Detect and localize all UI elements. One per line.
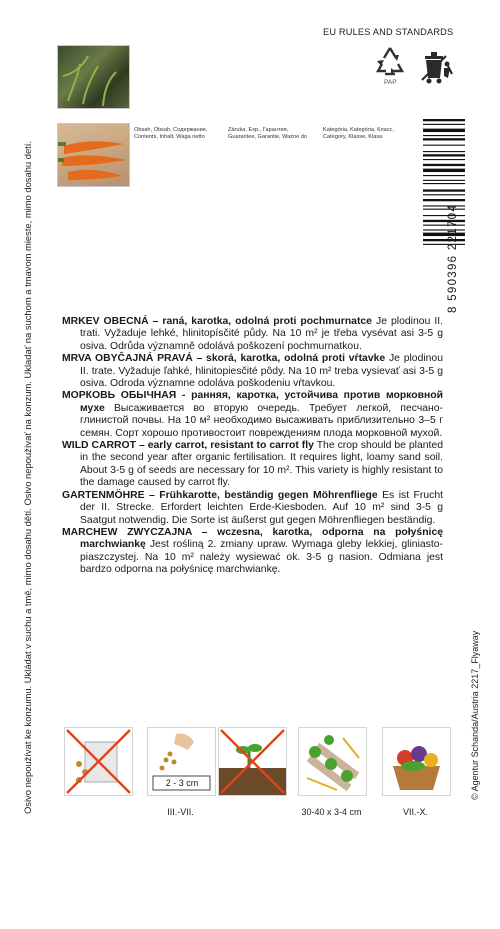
storage-warning-text: Osivo nepoužívat ke konzumu. Ukládat v suchu a tmě, mimo dosahu dětí. Osivo nepoužívať na konzum. Ukladať na suchom a tmavom mieste, mimo dosahu detí. <box>22 141 33 814</box>
transplanting-icon <box>218 727 287 796</box>
description-pl: MARCHEW ZWYCZAJNA – wczesna, karotka, odporna na połyśnicę marchwiankę Jest rośliną 2. zmiany upraw. Wymaga gleby lekkiej, gliniasto-piaszczystej. Na 10 m² należy wysiewać ok. 3-5 g nasion. Odmiana jest bardzo odporna na połyśnicę marchwiankę. <box>62 526 443 576</box>
sowing-outdoor-icon <box>147 727 216 796</box>
barcode-number: 8 590396 221704 <box>447 203 459 313</box>
description-cz: MRKEV OBECNÁ – raná, karotka, odolná proti pochmurnatce Je plodinou II. trati. Vyžaduje lehké, hlinitopísčité půdy. Na 10 m² je třeba vysévat asi 3-5 g osiva. Odrůda významně odolává poškození pochmurnatkou. <box>62 316 443 352</box>
description-sk: MRVA OBYČAJNÁ PRAVÁ – skorá, karotka, odolná proti vŕtavke Je plodinou II. trate. Vyžaduje ľahké, hlinitopiesčité pôdy. Na 10 m² treba vysievať asi 3-5 g osiva. Odroda významne odoláva poškodeniu vŕtavkou. <box>62 353 443 390</box>
contents-label: Obsah, Obsah, Содержание, Contents, Inhalt, Waga netto <box>134 127 208 140</box>
description-ru: МОРКОВЬ ОБЫЧНАЯ - ранняя, каротка, устойчива против морковной мухе Высаживается во вторую очередь. Требует легкой, песчано-глинистой почвы. На 10 м² необходимо высаживать приблизительно 3–5 г семян. Сорт хорошо противостоит повреждениям плода морковной мухой. <box>62 390 443 439</box>
harvest-basket-icon <box>382 727 451 796</box>
carrots-photo <box>57 123 130 187</box>
description-de: GARTENMÖHRE – Frühkarotte, beständig gegen Möhrenfliege Es ist Frucht der II. Strecke. Erfordert leichten Erde-Kiesboden. Auf 10 m² sind 3-5 g Saatgut notwendig. Die Sorte ist äußerst gut gegen Möhrenfliegen beständig. <box>62 489 443 526</box>
category-label: Kategória, Kategória, Класс, Category, Klasse, Klasa <box>323 127 394 140</box>
sowing-depth-label: 2 - 3 cm <box>165 778 199 788</box>
description-en: WILD CARROT – early carrot, resistant to carrot fly The crop should be planted in the second year after organic fertilisation. It requires light, loamy sand soil. About 3-5 g of seeds are necessary for 10 m². This variety is highly resistant to the damage caused by carrot fly. <box>62 440 443 489</box>
eu-rules-title: EU RULES AND STANDARDS <box>323 27 454 37</box>
variety-description <box>62 316 443 577</box>
guarantee-label: Záruka, Exp., Гарантия, Guarantee, Garantie, Ważne do <box>228 127 308 140</box>
recycle-label: PAP <box>384 79 397 86</box>
sowing-indoor-icon <box>64 727 133 796</box>
copyright-text: © Agentur Schanda/Austria 2217_Flyaway <box>470 630 480 800</box>
sowing-month-range: III.-VII. <box>167 807 194 817</box>
seedlings-photo <box>57 45 130 109</box>
recycle-icon <box>373 44 407 78</box>
spacing-icon <box>298 727 367 796</box>
harvest-month-range: VII.-X. <box>402 807 428 817</box>
trash-bin-icon <box>414 44 454 86</box>
plant-spacing-label: 30-40 x 3-4 cm <box>301 807 362 817</box>
